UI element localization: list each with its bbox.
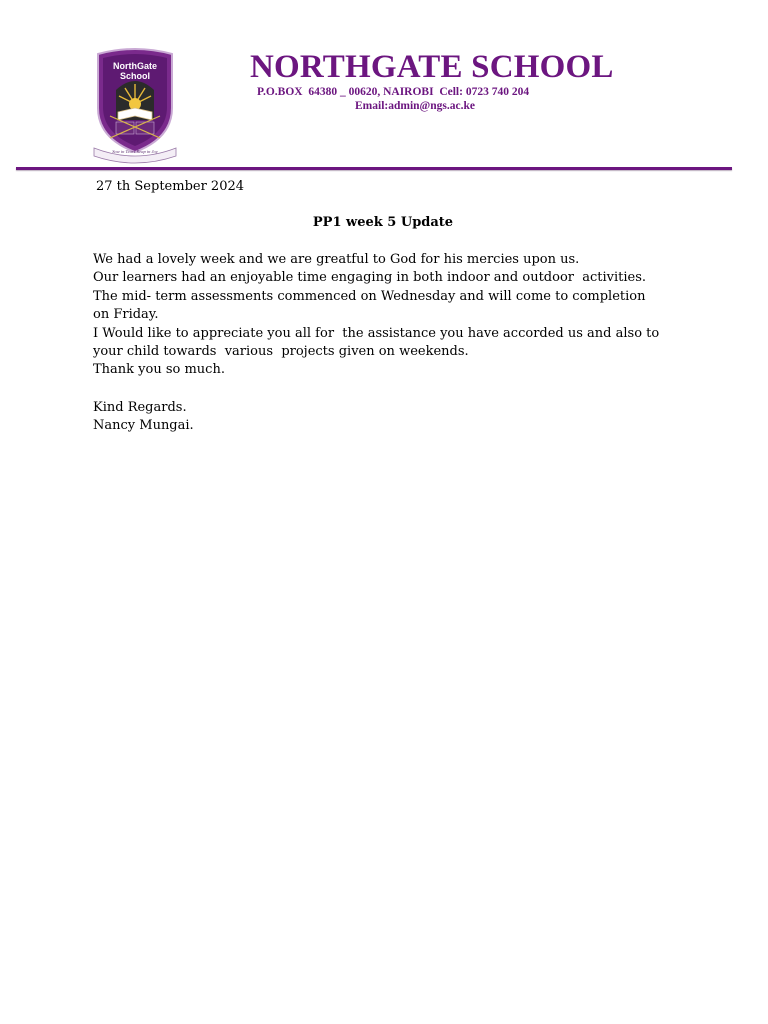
school-address-line: P.O.BOX 64380 _ 00620, NAIROBI Cell: 0723 740 204 — [257, 86, 530, 98]
closing-text: Kind Regards. — [93, 400, 187, 415]
crest-name-line2: School — [119, 71, 150, 81]
school-crest-logo — [92, 46, 178, 168]
letter-signoff — [93, 399, 194, 436]
body-line: Our learners had an enjoyable time engaging in both indoor and outdoor activities. — [93, 270, 647, 286]
body-line: We had a lovely week and we are greatful to God for his mercies upon us. — [93, 252, 580, 267]
body-line: your child towards various projects given on weekends. — [93, 343, 469, 359]
school-name-heading: NORTHGATE SCHOOL — [250, 49, 614, 85]
body-line: Thank you so much. — [93, 362, 225, 378]
letterhead-divider — [16, 167, 732, 170]
signature-name: Nancy Mungai. — [93, 418, 194, 434]
crest-motto: Sow in Tears Reap in Joy — [112, 149, 158, 154]
body-line: The mid- term assessments commenced on Wednesday and will come to completion — [93, 288, 646, 304]
crest-name-line1: NorthGate — [112, 61, 157, 71]
letter-date: 27 th September 2024 — [96, 179, 245, 194]
school-email-line: Email:admin@ngs.ac.ke — [355, 100, 475, 112]
body-line: I Would like to appreciate you all for the assistance you have accorded us and also to — [93, 325, 660, 341]
body-line: on Friday. — [93, 307, 159, 323]
letter-title: PP1 week 5 Update — [312, 215, 454, 230]
letter-body — [93, 251, 693, 380]
